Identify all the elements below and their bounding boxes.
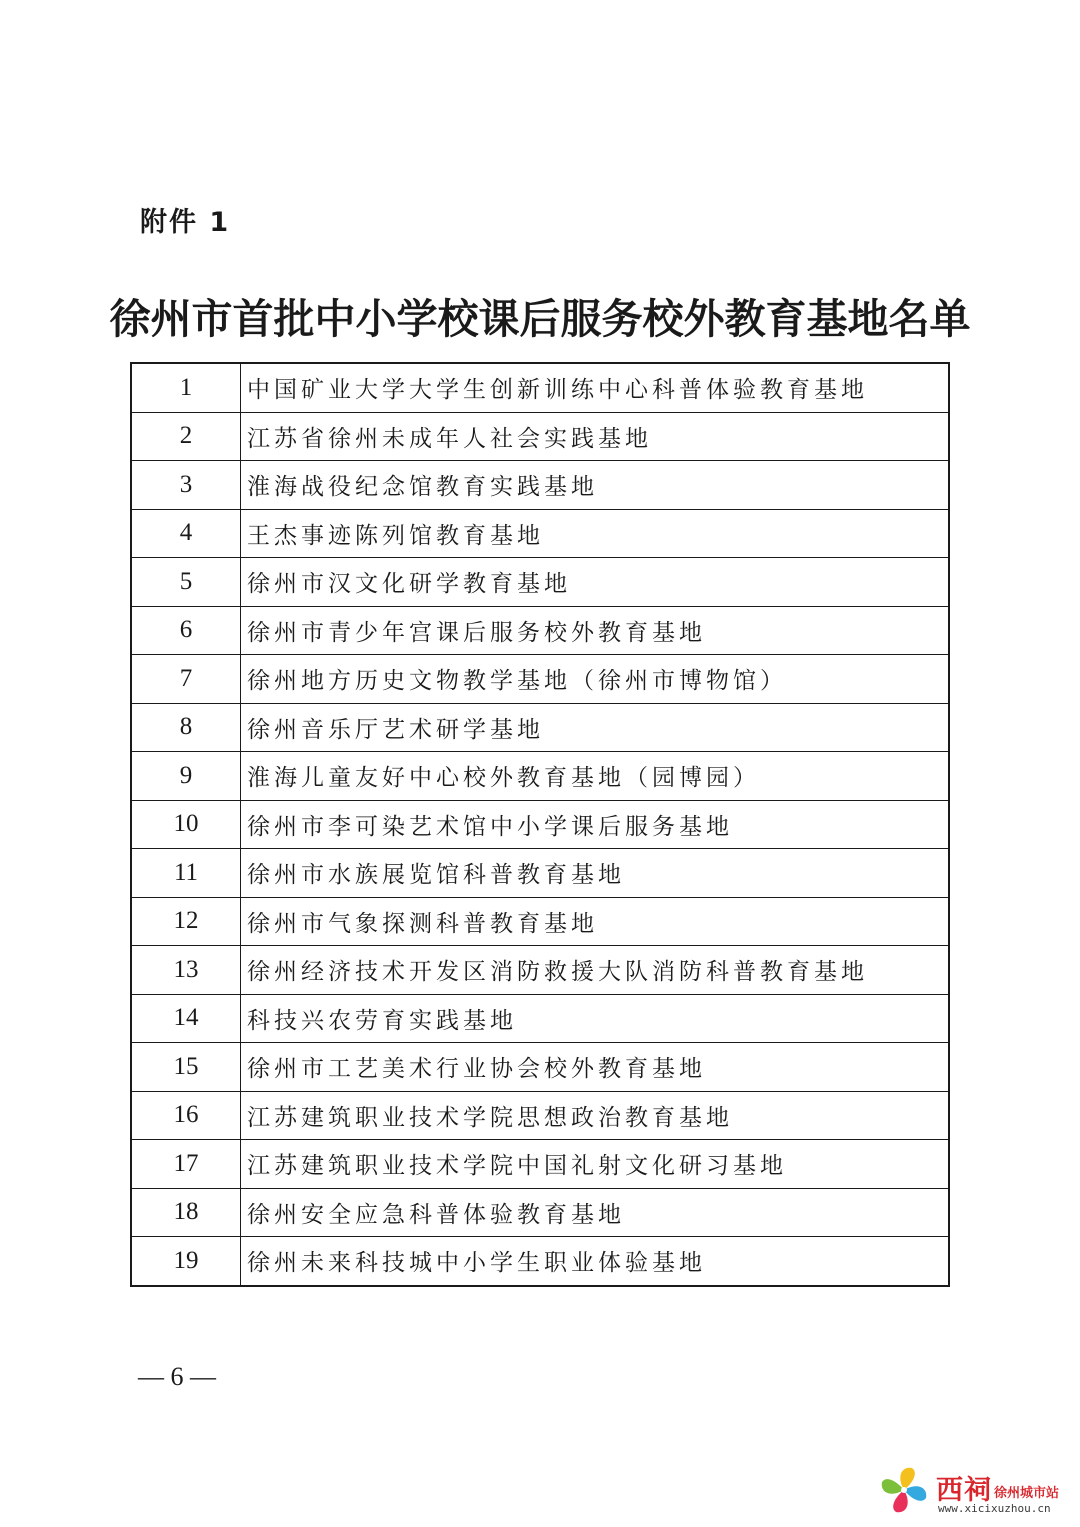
row-number: 12 (131, 897, 241, 946)
table-row (131, 1188, 949, 1237)
table-row (131, 849, 949, 898)
table-row (131, 897, 949, 946)
row-number: 16 (131, 1091, 241, 1140)
row-number: 4 (131, 509, 241, 558)
row-number: 2 (131, 412, 241, 461)
base-list-table (130, 362, 950, 1287)
base-name: 徐州经济技术开发区消防救援大队消防科普教育基地 (241, 946, 950, 995)
watermark-url: www.xicixuzhou.cn (938, 1502, 1051, 1515)
base-name: 徐州市汉文化研学教育基地 (241, 558, 950, 607)
row-number: 11 (131, 849, 241, 898)
table-row (131, 461, 949, 510)
table-row (131, 800, 949, 849)
row-number: 6 (131, 606, 241, 655)
base-name: 徐州市水族展览馆科普教育基地 (241, 849, 950, 898)
base-name: 徐州音乐厅艺术研学基地 (241, 703, 950, 752)
page-title: 徐州市首批中小学校课后服务校外教育基地名单 (109, 295, 971, 343)
base-name: 科技兴农劳育实践基地 (241, 994, 950, 1043)
table-row (131, 1091, 949, 1140)
page-number: — 6 — (138, 1362, 216, 1391)
watermark-brand-main: 西祠 (936, 1475, 992, 1506)
row-number: 8 (131, 703, 241, 752)
row-number: 17 (131, 1140, 241, 1189)
row-number: 9 (131, 752, 241, 801)
base-name: 徐州市李可染艺术馆中小学课后服务基地 (241, 800, 950, 849)
base-name: 中国矿业大学大学生创新训练中心科普体验教育基地 (241, 363, 950, 412)
row-number: 1 (131, 363, 241, 412)
table-row (131, 752, 949, 801)
table-row (131, 946, 949, 995)
row-number: 19 (131, 1237, 241, 1286)
base-name: 徐州市青少年宫课后服务校外教育基地 (241, 606, 950, 655)
table-row (131, 363, 949, 412)
table-row (131, 606, 949, 655)
base-name: 徐州市气象探测科普教育基地 (241, 897, 950, 946)
table-row (131, 703, 949, 752)
base-name: 淮海儿童友好中心校外教育基地（园博园） (241, 752, 950, 801)
row-number: 7 (131, 655, 241, 704)
row-number: 18 (131, 1188, 241, 1237)
table-row (131, 1237, 949, 1286)
base-name: 江苏建筑职业技术学院思想政治教育基地 (241, 1091, 950, 1140)
table-row (131, 994, 949, 1043)
base-name: 江苏建筑职业技术学院中国礼射文化研习基地 (241, 1140, 950, 1189)
row-number: 10 (131, 800, 241, 849)
base-name: 徐州安全应急科普体验教育基地 (241, 1188, 950, 1237)
row-number: 5 (131, 558, 241, 607)
table-row (131, 1043, 949, 1092)
table-row (131, 509, 949, 558)
watermark (876, 1462, 1076, 1522)
row-number: 15 (131, 1043, 241, 1092)
row-number: 14 (131, 994, 241, 1043)
pinwheel-logo-icon (876, 1462, 932, 1518)
table-row (131, 655, 949, 704)
base-name: 徐州地方历史文物教学基地（徐州市博物馆） (241, 655, 950, 704)
attachment-label: 附件 1 (140, 207, 231, 238)
base-name: 江苏省徐州未成年人社会实践基地 (241, 412, 950, 461)
base-name: 淮海战役纪念馆教育实践基地 (241, 461, 950, 510)
table-row (131, 412, 949, 461)
row-number: 3 (131, 461, 241, 510)
base-name: 王杰事迹陈列馆教育基地 (241, 509, 950, 558)
base-name: 徐州市工艺美术行业协会校外教育基地 (241, 1043, 950, 1092)
row-number: 13 (131, 946, 241, 995)
table-row (131, 558, 949, 607)
base-name: 徐州未来科技城中小学生职业体验基地 (241, 1237, 950, 1286)
watermark-brand-sub: 徐州城市站 (994, 1486, 1060, 1501)
table-row (131, 1140, 949, 1189)
